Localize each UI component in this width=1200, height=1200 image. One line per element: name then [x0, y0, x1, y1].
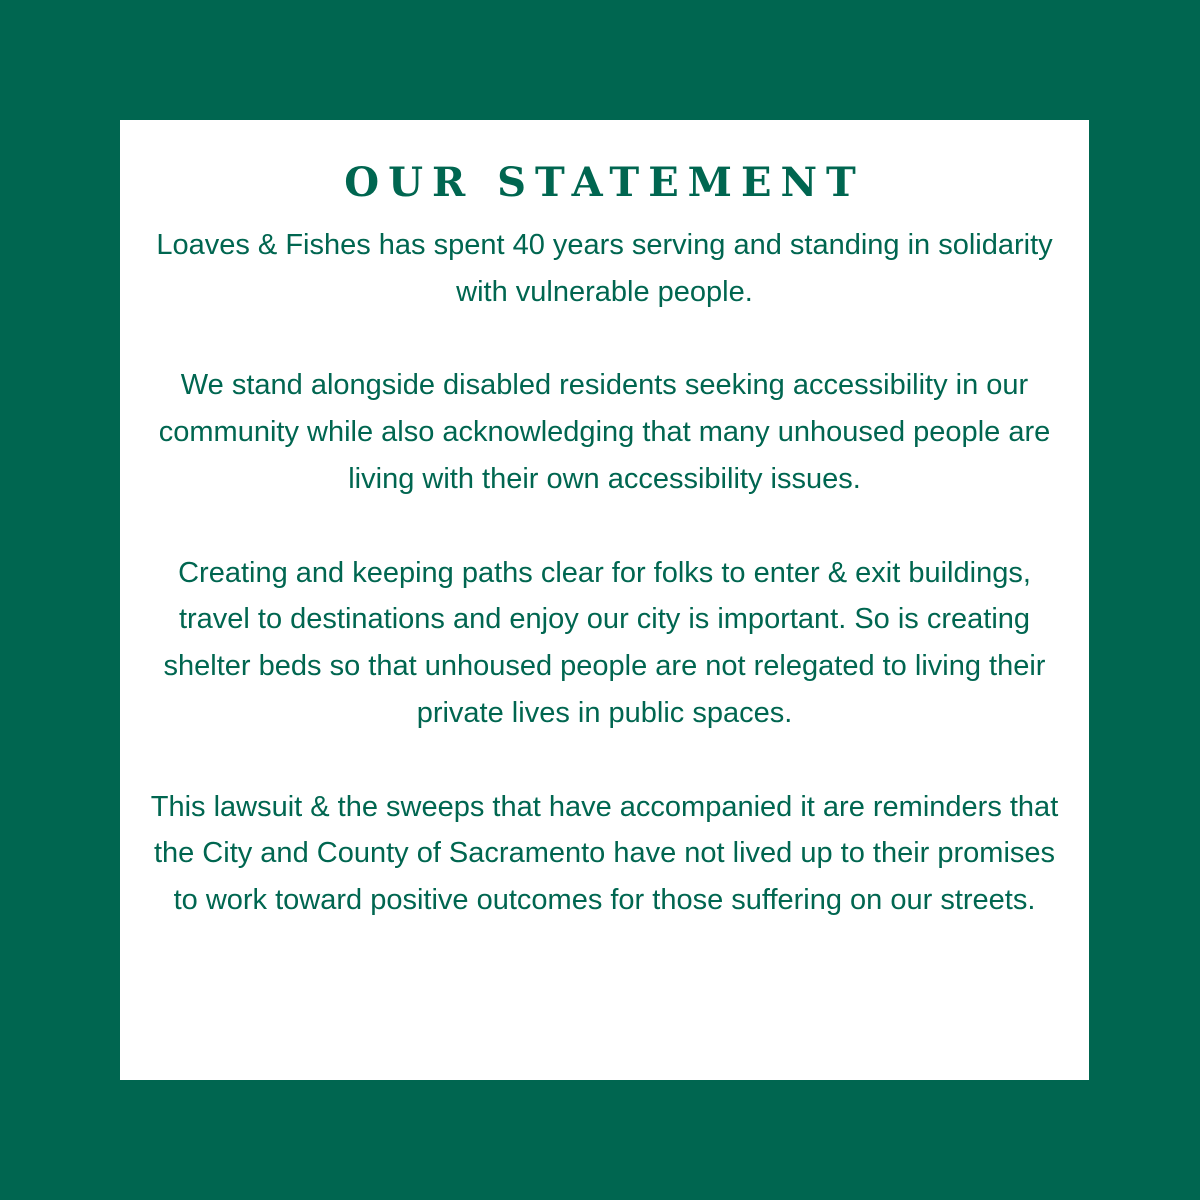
- statement-paragraph-4: This lawsuit & the sweeps that have accompanied it are reminders that the City and County of Sacramento have not lived up to their promises to work toward positive outcomes for those suffering on our streets.: [150, 790, 1059, 917]
- statement-body: [150, 222, 1060, 924]
- statement-paragraph-3: Creating and keeping paths clear for folks to enter & exit buildings, travel to destinations and enjoy our city is important. So is creating shelter beds so that unhoused people are not relegated to living their private lives in public spaces.: [163, 556, 1046, 729]
- statement-paragraph-1: Loaves & Fishes has spent 40 years serving and standing in solidarity with vulnerable people.: [156, 229, 1053, 308]
- statement-card: [120, 120, 1089, 1080]
- statement-title: OUR STATEMENT: [344, 159, 865, 206]
- statement-paragraph-2: We stand alongside disabled residents seeking accessibility in our community while also acknowledging that many unhoused people are living with their own accessibility issues.: [158, 369, 1051, 495]
